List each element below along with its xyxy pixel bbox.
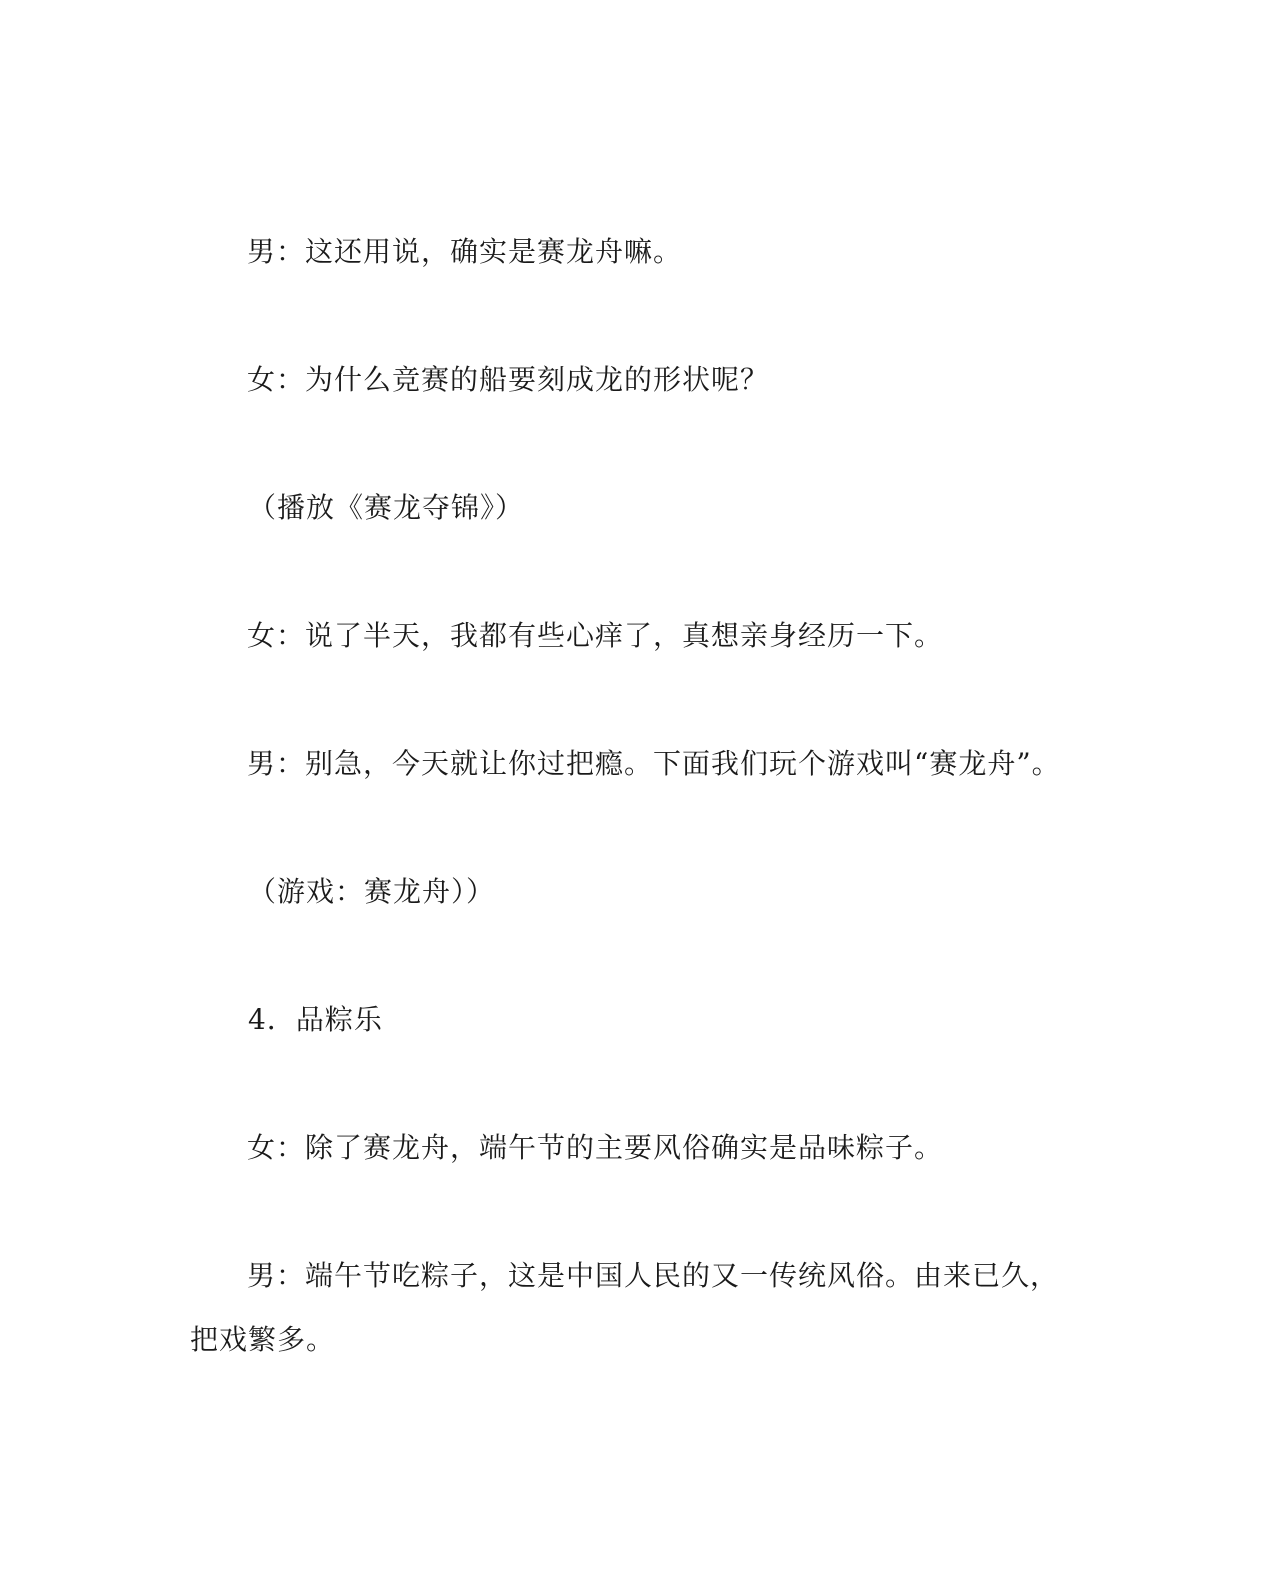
- dialogue-line-female-2: 女：说了半天，我都有些心痒了，真想亲身经历一下。: [247, 619, 944, 652]
- stage-direction-play: （播放《赛龙夺锦》）: [248, 491, 525, 524]
- dialogue-line-male-2: 男：别急，今天就让你过把瘾。下面我们玩个游戏叫“赛龙舟”。: [247, 747, 1061, 780]
- dialogue-line-male-3: 男：端午节吃粽子，这是中国人民的又一传统风俗。由来已久，把戏繁多。: [190, 1259, 1060, 1356]
- stage-direction-game: （游戏：赛龙舟））: [248, 875, 496, 908]
- dialogue-line-male-1: 男：这还用说，确实是赛龙舟嘛。: [247, 235, 683, 268]
- dialogue-line-female-3: 女：除了赛龙舟，端午节的主要风俗确实是品味粽子。: [247, 1131, 944, 1164]
- dialogue-line-female-1: 女：为什么竞赛的船要刻成龙的形状呢？: [247, 363, 770, 396]
- section-heading: 4．品粽乐: [248, 1003, 383, 1036]
